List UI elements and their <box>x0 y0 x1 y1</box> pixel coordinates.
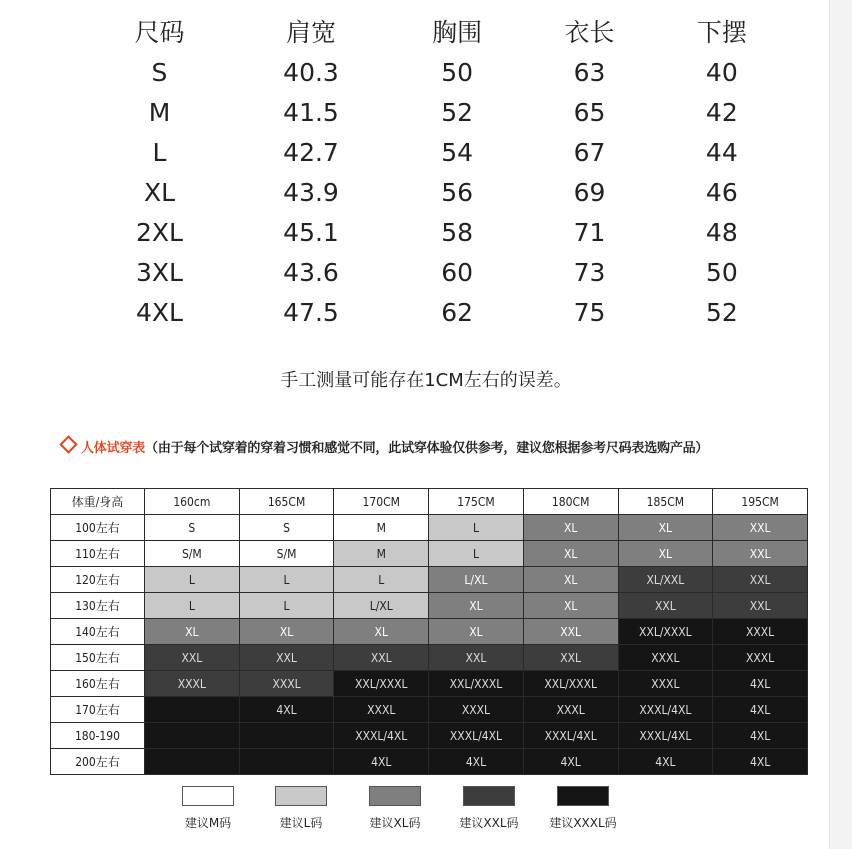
fit-row <box>51 645 808 671</box>
fit-weight-label: 140左右 <box>51 619 145 645</box>
fit-size-cell: XXL <box>429 645 524 671</box>
fit-size-cell: L <box>145 593 240 619</box>
fit-row <box>51 697 808 723</box>
size-value-cell: 52 <box>441 97 474 127</box>
fit-size-cell: L <box>239 567 334 593</box>
size-value-cell: 69 <box>573 177 606 207</box>
size-chart-header: 衣长 <box>564 18 615 47</box>
legend-swatch <box>557 786 609 806</box>
fit-header-row <box>51 489 808 515</box>
fit-size-cell: 4XL <box>713 697 808 723</box>
size-chart-row <box>88 132 788 172</box>
fit-height-header: 175CM <box>429 489 524 515</box>
fit-height-header: 185CM <box>618 489 713 515</box>
fit-size-cell: XXL <box>334 645 429 671</box>
size-value-cell: 75 <box>573 297 606 327</box>
size-value-cell: 47.5 <box>283 297 339 327</box>
fit-row <box>51 541 808 567</box>
fit-weight-label: 150左右 <box>51 645 145 671</box>
fit-size-cell <box>239 749 334 775</box>
diamond-icon <box>59 435 77 453</box>
fit-height-header: 180CM <box>523 489 618 515</box>
size-value-cell: 46 <box>705 177 738 207</box>
fit-size-cell: XXL/XXXL <box>429 671 524 697</box>
size-chart-row <box>88 292 788 332</box>
size-value-cell: 44 <box>705 137 738 167</box>
fit-size-cell: L <box>145 567 240 593</box>
size-value-cell: 40.3 <box>283 57 339 87</box>
size-chart-row <box>88 172 788 212</box>
fit-size-cell: S/M <box>239 541 334 567</box>
size-value-cell: 52 <box>705 297 738 327</box>
fit-size-cell: XL <box>523 567 618 593</box>
size-chart-row <box>88 52 788 92</box>
fit-size-cell: XXXL/4XL <box>618 697 713 723</box>
fit-size-cell: XXL <box>523 645 618 671</box>
fit-size-cell: XXXL <box>618 671 713 697</box>
legend-item <box>256 786 346 831</box>
fit-size-cell: XXL <box>523 619 618 645</box>
fit-size-cell: XL <box>334 619 429 645</box>
fit-size-cell: XL <box>523 541 618 567</box>
fit-size-cell: S/M <box>145 541 240 567</box>
size-value-cell: 42.7 <box>283 137 339 167</box>
fit-size-cell: 4XL <box>618 749 713 775</box>
fit-size-cell: XXL <box>713 593 808 619</box>
fit-size-cell: XXXL <box>334 697 429 723</box>
fit-title-text: 人体试穿表 <box>81 441 146 456</box>
fit-size-cell: L <box>239 593 334 619</box>
legend-item <box>444 786 534 831</box>
fit-size-cell: XL <box>239 619 334 645</box>
size-chart-header: 下摆 <box>696 18 747 47</box>
fit-size-cell: XXXL/4XL <box>618 723 713 749</box>
size-label-cell: L <box>152 137 167 167</box>
size-value-cell: 54 <box>441 137 474 167</box>
fit-size-cell: XXXL <box>713 645 808 671</box>
fit-size-cell <box>145 749 240 775</box>
fit-weight-label: 130左右 <box>51 593 145 619</box>
size-value-cell: 42 <box>705 97 738 127</box>
size-chart-header: 尺码 <box>134 18 185 47</box>
fit-row <box>51 671 808 697</box>
fit-weight-label: 110左右 <box>51 541 145 567</box>
legend <box>0 786 852 836</box>
fit-size-cell: XXXL/4XL <box>334 723 429 749</box>
fit-size-cell: XXL <box>713 567 808 593</box>
fit-row <box>51 749 808 775</box>
fit-size-cell: 4XL <box>429 749 524 775</box>
fit-size-cell: M <box>334 515 429 541</box>
fit-size-cell: XXXL <box>429 697 524 723</box>
fit-size-cell: 4XL <box>713 671 808 697</box>
fit-corner-label: 体重/身高 <box>51 489 145 515</box>
fit-size-cell: XXXL <box>618 645 713 671</box>
fit-size-cell: XXXL <box>523 697 618 723</box>
fit-size-cell: L <box>429 515 524 541</box>
fit-size-cell: S <box>145 515 240 541</box>
legend-label: 建议XXXL码 <box>549 816 617 830</box>
size-value-cell: 50 <box>705 257 738 287</box>
size-value-cell: 50 <box>441 57 474 87</box>
fit-size-cell <box>145 723 240 749</box>
fit-size-cell: 4XL <box>713 723 808 749</box>
size-chart-row <box>88 92 788 132</box>
size-label-cell: S <box>151 57 168 87</box>
fit-size-cell: XL <box>429 593 524 619</box>
fit-size-cell: L/XL <box>334 593 429 619</box>
fit-size-cell: S <box>239 515 334 541</box>
size-label-cell: 3XL <box>136 257 183 287</box>
fit-height-header: 170CM <box>334 489 429 515</box>
fit-weight-label: 170左右 <box>51 697 145 723</box>
fit-weight-label: 180-190 <box>51 723 145 749</box>
fit-size-cell: XXL <box>145 645 240 671</box>
fit-size-cell: M <box>334 541 429 567</box>
fit-size-cell: XL/XXL <box>618 567 713 593</box>
fit-size-cell: 4XL <box>523 749 618 775</box>
size-value-cell: 62 <box>441 297 474 327</box>
fit-size-cell: 4XL <box>713 749 808 775</box>
size-value-cell: 67 <box>573 137 606 167</box>
page-edge <box>829 0 852 849</box>
fit-weight-label: 120左右 <box>51 567 145 593</box>
fit-weight-label: 160左右 <box>51 671 145 697</box>
legend-item <box>538 786 628 831</box>
legend-swatch <box>182 786 234 806</box>
size-chart-header: 肩宽 <box>286 18 337 47</box>
legend-label: 建议XXL码 <box>459 816 519 830</box>
fit-size-cell: L <box>429 541 524 567</box>
fit-weight-label: 200左右 <box>51 749 145 775</box>
fit-subtitle-text: （由于每个试穿着的穿着习惯和感觉不同，此试穿体验仅供参考，建议您根据参考尺码表选购产品） <box>145 441 709 456</box>
fit-size-cell: XL <box>523 593 618 619</box>
fit-row <box>51 619 808 645</box>
fit-size-cell: XXL/XXXL <box>523 671 618 697</box>
fit-height-header: 160cm <box>145 489 240 515</box>
size-label-cell: M <box>148 97 171 127</box>
size-chart-row <box>88 212 788 252</box>
fit-size-cell: XL <box>523 515 618 541</box>
fit-size-cell: XL <box>618 541 713 567</box>
legend-label: 建议XL码 <box>369 816 421 830</box>
fit-size-cell: 4XL <box>239 697 334 723</box>
size-value-cell: 56 <box>441 177 474 207</box>
fit-weight-label: 100左右 <box>51 515 145 541</box>
size-value-cell: 43.6 <box>283 257 339 287</box>
fit-size-cell: XXXL <box>239 671 334 697</box>
fit-size-cell: L/XL <box>429 567 524 593</box>
fit-size-cell: XXL <box>713 541 808 567</box>
size-value-cell: 58 <box>441 217 474 247</box>
fit-size-cell: XXL/XXXL <box>618 619 713 645</box>
size-value-cell: 73 <box>573 257 606 287</box>
size-value-cell: 40 <box>705 57 738 87</box>
fit-size-cell: XXXL/4XL <box>429 723 524 749</box>
size-chart-body <box>88 52 788 332</box>
fit-row <box>51 593 808 619</box>
legend-swatch <box>275 786 327 806</box>
fit-size-cell: 4XL <box>334 749 429 775</box>
size-value-cell: 45.1 <box>283 217 339 247</box>
legend-swatch <box>463 786 515 806</box>
fit-height-header: 195CM <box>713 489 808 515</box>
fit-size-cell: XXL <box>713 515 808 541</box>
size-value-cell: 60 <box>441 257 474 287</box>
size-chart-header: 胸围 <box>432 18 483 47</box>
fit-size-cell <box>145 697 240 723</box>
size-value-cell: 63 <box>573 57 606 87</box>
fit-size-cell: XL <box>618 515 713 541</box>
fit-height-header: 165CM <box>239 489 334 515</box>
fit-size-cell: XXXL/4XL <box>523 723 618 749</box>
size-value-cell: 41.5 <box>283 97 339 127</box>
legend-item <box>163 786 253 831</box>
fit-row <box>51 567 808 593</box>
fit-size-cell: XXXL <box>145 671 240 697</box>
fit-size-cell: XL <box>429 619 524 645</box>
size-value-cell: 65 <box>573 97 606 127</box>
legend-item <box>350 786 440 831</box>
fit-size-cell: L <box>334 567 429 593</box>
size-label-cell: 4XL <box>136 297 183 327</box>
size-chart-header-row <box>88 10 788 52</box>
fit-size-cell: XXL <box>239 645 334 671</box>
legend-label: 建议M码 <box>184 816 232 830</box>
size-label-cell: XL <box>143 177 176 207</box>
fit-chart-body <box>51 489 808 775</box>
fit-section-title <box>62 437 708 456</box>
legend-label: 建议L码 <box>279 816 323 830</box>
size-value-cell: 71 <box>573 217 606 247</box>
fit-row <box>51 723 808 749</box>
size-value-cell: 43.9 <box>283 177 339 207</box>
size-label-cell: 2XL <box>136 217 183 247</box>
fit-size-cell: XXL <box>618 593 713 619</box>
fit-row <box>51 515 808 541</box>
fit-size-cell: XXXL <box>713 619 808 645</box>
size-chart-row <box>88 252 788 292</box>
fit-size-cell: XL <box>145 619 240 645</box>
fit-size-cell: XXL/XXXL <box>334 671 429 697</box>
size-chart-table <box>88 10 788 332</box>
measurement-note: 手工测量可能存在1CM左右的误差。 <box>280 370 572 391</box>
size-value-cell: 48 <box>705 217 738 247</box>
legend-swatch <box>369 786 421 806</box>
fit-chart-table <box>50 488 808 775</box>
fit-size-cell <box>239 723 334 749</box>
